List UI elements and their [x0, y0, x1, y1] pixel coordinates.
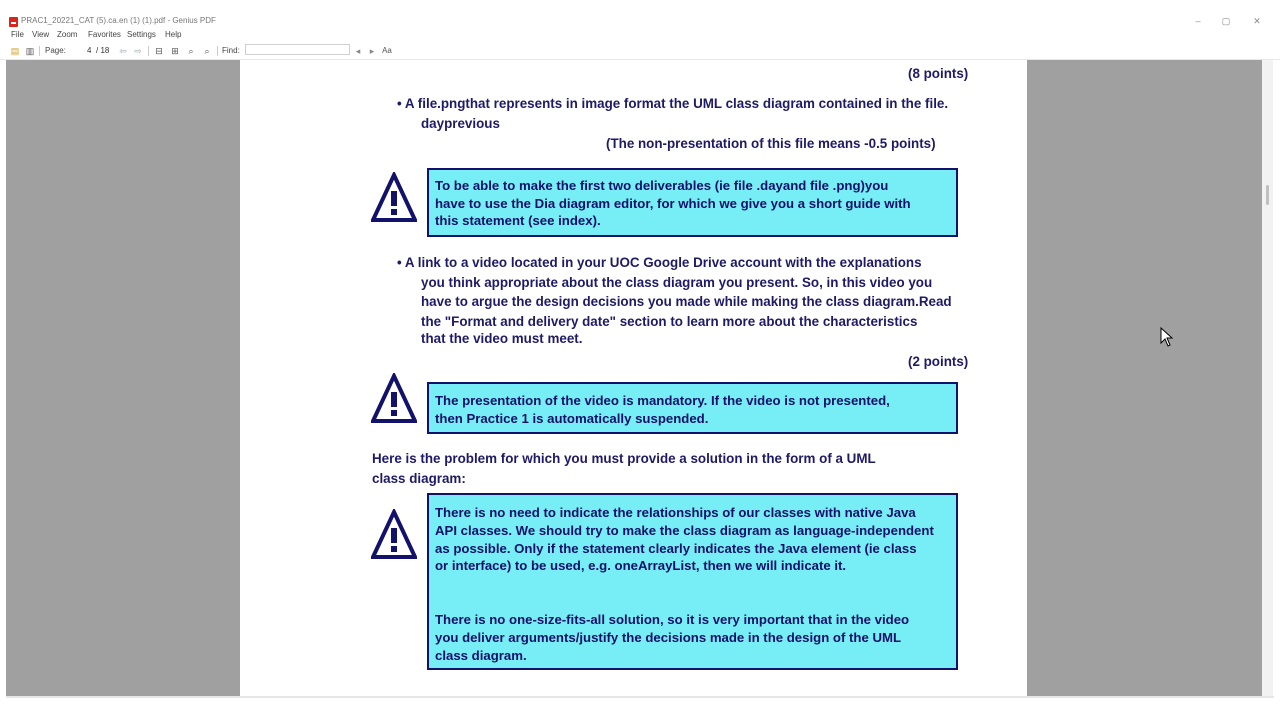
horizontal-scrollbar[interactable] — [6, 696, 1274, 698]
menu-bar — [0, 30, 1280, 42]
toolbar-separator — [148, 46, 149, 56]
note-line: There is no need to indicate the relationships of our classes with native Java — [435, 505, 916, 520]
fit-page-icon[interactable]: ⊞ — [171, 46, 179, 56]
find-label: Find: — [222, 46, 240, 55]
note-line: this statement (see index). — [435, 213, 601, 228]
mouse-cursor-icon — [1160, 327, 1174, 347]
note-line: The presentation of the video is mandatory. If the video is not presented, — [435, 393, 890, 408]
note-line: as possible. Only if the statement clearly indicates the Java element (ie class — [435, 541, 917, 556]
video-deliverable-line: • A link to a video located in your UOC Google Drive account with the explanations — [397, 255, 922, 270]
note-box — [427, 168, 958, 237]
video-deliverable-line: the "Format and delivery date" section to learn more about the characteristics — [421, 314, 918, 329]
note-line: have to use the Dia diagram editor, for which we give you a short guide with — [435, 196, 911, 211]
pdf-page — [240, 60, 1027, 696]
note-line: you deliver arguments/justify the decisions made in the design of the UML — [435, 630, 902, 645]
menu-help[interactable]: Help — [165, 30, 182, 39]
fit-width-icon[interactable]: ⊟ — [155, 46, 163, 56]
video-deliverable-line: you think appropriate about the class diagram you present. So, in this video you — [421, 275, 933, 290]
print-icon[interactable]: ▥ — [25, 46, 35, 56]
pdf-app-icon — [9, 17, 18, 27]
zoom-in-icon[interactable]: ⌕ — [188, 46, 194, 56]
warning-icon — [371, 509, 417, 561]
note-line: API classes. We should try to make the class diagram as language-independent — [435, 523, 934, 538]
close-button[interactable]: ✕ — [1253, 16, 1261, 26]
menu-file[interactable]: File — [11, 30, 24, 39]
menu-view[interactable]: View — [32, 30, 50, 39]
current-page: 4 — [87, 46, 92, 55]
next-page-icon[interactable]: ⇨ — [134, 46, 142, 56]
video-deliverable-line: have to argue the design decisions you made while making the class diagram.Read — [421, 294, 952, 309]
warning-icon — [371, 172, 417, 224]
toolbar — [0, 43, 1280, 60]
page-number-field[interactable] — [70, 45, 115, 56]
find-input[interactable] — [245, 44, 350, 55]
title-bar — [0, 14, 1280, 30]
problem-intro-line: class diagram: — [372, 471, 466, 486]
warning-icon — [371, 373, 417, 425]
scrollbar-thumb[interactable] — [1266, 185, 1269, 205]
video-deliverable-line: that the video must meet. — [421, 331, 583, 346]
toolbar-separator — [39, 46, 40, 56]
points-label: (2 points) — [908, 354, 969, 369]
penalty-note: (The non-presentation of this file means -0.5 points) — [606, 136, 936, 151]
document-viewer[interactable] — [6, 60, 1262, 696]
menu-zoom[interactable]: Zoom — [57, 30, 78, 39]
match-case-icon[interactable]: Aa — [382, 46, 392, 55]
vertical-scrollbar[interactable] — [1262, 60, 1273, 696]
open-file-icon[interactable]: ▤ — [10, 46, 20, 56]
deliverable-png-line: dayprevious — [421, 116, 500, 131]
note-box — [427, 493, 958, 670]
menu-settings[interactable]: Settings — [127, 30, 156, 39]
note-line: or interface) to be used, e.g. oneArrayList, then we will indicate it. — [435, 558, 847, 573]
note-line: then Practice 1 is automatically suspended. — [435, 411, 709, 426]
window-title: PRAC1_20221_CAT (5).ca.en (1) (1).pdf - Genius PDF — [21, 16, 216, 25]
menu-favorites[interactable]: Favorites — [88, 30, 121, 39]
total-pages: / 18 — [96, 46, 110, 55]
find-previous-icon[interactable]: ◂ — [355, 46, 361, 56]
points-label: (8 points) — [908, 66, 969, 81]
page-label: Page: — [45, 46, 66, 55]
note-line: class diagram. — [435, 648, 527, 663]
zoom-out-icon[interactable]: ⌕ — [204, 46, 210, 56]
deliverable-png-line: • A file.pngthat represents in image format the UML class diagram contained in the file. — [397, 96, 949, 111]
problem-intro-line: Here is the problem for which you must provide a solution in the form of a UML — [372, 451, 876, 466]
minimize-button[interactable]: – — [1195, 16, 1201, 26]
note-line: There is no one-size-fits-all solution, so it is very important that in the video — [435, 612, 910, 627]
note-line: To be able to make the first two deliverables (ie file .dayand file .png)you — [435, 178, 889, 193]
toolbar-separator — [217, 46, 218, 56]
previous-page-icon[interactable]: ⇦ — [119, 46, 127, 56]
note-box — [427, 382, 958, 434]
maximize-button[interactable]: ▢ — [1221, 16, 1231, 26]
find-next-icon[interactable]: ▸ — [369, 46, 375, 56]
